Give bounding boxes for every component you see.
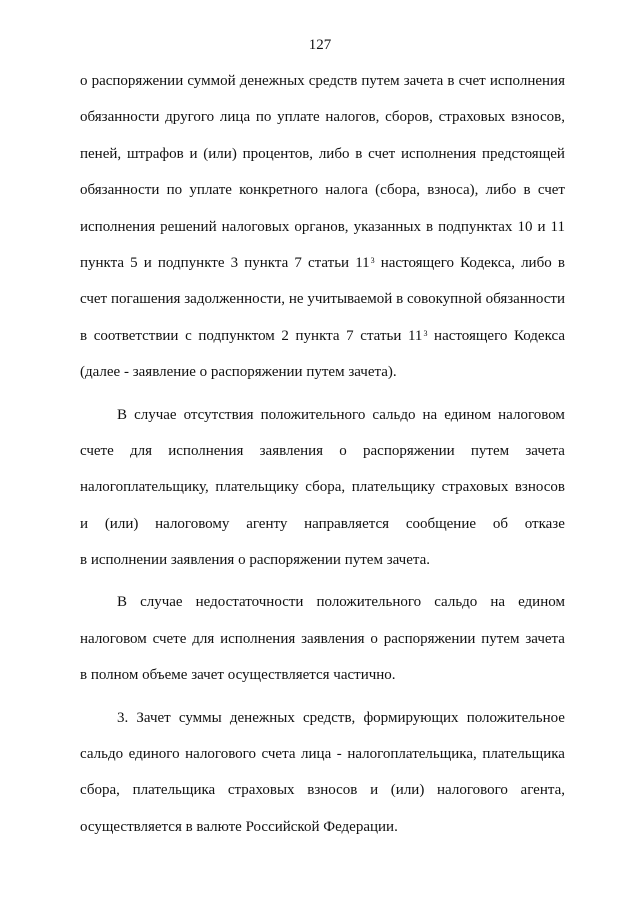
- word: и: [537, 218, 546, 235]
- word: денежных: [239, 73, 305, 89]
- word: счет: [368, 145, 396, 162]
- word: налога: [325, 182, 368, 199]
- word: в полном объеме зачет осуществляется частично.: [80, 667, 396, 684]
- word: средств,: [303, 709, 356, 726]
- text-line: [80, 815, 565, 851]
- word: агента,: [520, 782, 565, 799]
- word: 10: [517, 218, 533, 235]
- word: конкретного: [239, 182, 319, 199]
- word: сообщение: [405, 515, 477, 532]
- word: решений: [160, 218, 217, 235]
- text-line: [80, 142, 565, 178]
- word: исполнения: [489, 73, 565, 89]
- word: задолженности,: [184, 291, 285, 308]
- word: заявления: [259, 442, 324, 459]
- word: взносов: [514, 479, 565, 496]
- word: 3: [230, 254, 239, 271]
- word: путем: [481, 630, 520, 647]
- word: по: [255, 109, 272, 126]
- word: уплате: [189, 182, 232, 199]
- word: либо: [521, 254, 552, 271]
- word: случае: [134, 406, 177, 423]
- text-line: [80, 287, 565, 323]
- word: зачета: [525, 442, 565, 459]
- word: пеней,: [80, 145, 122, 162]
- paragraph: [80, 706, 565, 852]
- word: (или): [203, 145, 237, 162]
- word: (или): [390, 782, 425, 799]
- word: 7: [294, 254, 302, 271]
- word: 5: [130, 254, 138, 271]
- word: налогоплательщику,: [80, 479, 209, 496]
- word: сальдо: [434, 594, 478, 611]
- text-line: [80, 215, 565, 251]
- word: пункта: [295, 327, 340, 344]
- word: об: [492, 515, 508, 532]
- word: (далее - заявление о распоряжении путем зачета).: [80, 364, 397, 381]
- word: счете: [80, 442, 114, 459]
- word: взносов,: [511, 109, 565, 126]
- word: Кодекса,: [460, 254, 515, 271]
- word: (или): [104, 515, 139, 532]
- word: обязанности: [485, 291, 565, 308]
- word: формирующих: [363, 709, 459, 726]
- word: в: [523, 182, 531, 199]
- word: по: [166, 182, 183, 199]
- word: положительное: [466, 709, 565, 726]
- word: в: [447, 73, 455, 89]
- word: подпунктах: [438, 218, 513, 235]
- word: едином: [444, 406, 492, 423]
- word: 3.: [117, 709, 129, 726]
- word: пункта: [80, 254, 125, 271]
- word: сборов,: [385, 109, 433, 126]
- word: сальдо: [372, 406, 416, 423]
- word: погашения: [110, 291, 181, 308]
- word: недостаточности: [195, 594, 304, 611]
- word: страховых: [441, 479, 509, 496]
- word: исполнения: [401, 145, 477, 162]
- word: о: [80, 73, 88, 89]
- word: счет: [80, 291, 108, 308]
- word: либо: [485, 182, 517, 199]
- superscript: 3: [423, 328, 428, 338]
- word: сбора,: [305, 479, 346, 496]
- word: органов,: [294, 218, 349, 235]
- word: лица: [301, 746, 332, 763]
- text-line: [80, 663, 565, 699]
- word: $11^3$: [407, 327, 428, 344]
- word: в: [426, 218, 434, 235]
- word: подпунктом: [198, 327, 275, 344]
- word: не: [288, 291, 304, 308]
- word: для: [192, 630, 215, 647]
- word: штрафов: [126, 145, 184, 162]
- word: плательщика: [482, 746, 565, 763]
- word: положительного: [316, 594, 422, 611]
- word: статьи: [307, 254, 350, 271]
- word: статьи: [360, 327, 402, 344]
- word: средств: [308, 73, 358, 89]
- word: (сбора,: [375, 182, 421, 199]
- word: 11: [550, 218, 565, 235]
- word: в: [355, 145, 363, 162]
- word: взноса),: [427, 182, 479, 199]
- text-line: [80, 178, 565, 214]
- paragraph: [80, 590, 565, 705]
- word: либо: [318, 145, 350, 162]
- word: обязанности: [80, 182, 160, 199]
- word: единого: [128, 746, 180, 763]
- word: исполнения: [168, 442, 244, 459]
- page-number: 127: [308, 37, 332, 53]
- text-line: [80, 439, 565, 475]
- word: распоряжении: [91, 73, 184, 89]
- text-line: [80, 706, 565, 742]
- word: Кодекса: [513, 327, 565, 344]
- word: зачета: [403, 73, 444, 89]
- text-line: [80, 548, 565, 584]
- word: подпункте: [157, 254, 225, 271]
- word: для: [130, 442, 153, 459]
- word: учитываемой: [307, 291, 393, 308]
- word: соответствии: [93, 327, 179, 344]
- word: суммы: [178, 709, 222, 726]
- word: страховых: [438, 109, 506, 126]
- word: настоящего: [434, 327, 508, 344]
- word: указанных: [353, 218, 422, 235]
- word: отсутствия: [183, 406, 254, 423]
- word: настоящего: [380, 254, 455, 271]
- word: пункта: [244, 254, 289, 271]
- word: счете: [152, 630, 187, 647]
- paragraph: [80, 69, 565, 403]
- word: в исполнении заявления о распоряжении путем зачета.: [80, 552, 431, 569]
- word: В: [117, 406, 128, 423]
- word: 2: [281, 327, 289, 344]
- word: зачета: [525, 630, 565, 647]
- word: налоговом: [498, 406, 565, 423]
- word: распоряжении: [363, 442, 455, 459]
- word: едином: [518, 594, 565, 611]
- word: налоговому: [155, 515, 230, 532]
- word: налоговом: [80, 630, 147, 647]
- word: процентов,: [242, 145, 314, 162]
- text-line: [80, 360, 565, 396]
- word: сбора,: [80, 782, 120, 799]
- word: путем: [361, 73, 400, 89]
- word: В: [117, 594, 128, 611]
- word: исполнения: [80, 218, 156, 235]
- word: другого: [165, 109, 215, 126]
- word: заявления: [301, 630, 365, 647]
- word: совокупной: [406, 291, 482, 308]
- word: налогового: [437, 782, 508, 799]
- word: отказе: [524, 515, 565, 532]
- word: счет: [537, 182, 565, 199]
- word: предстоящей: [481, 145, 565, 162]
- word: взносов: [307, 782, 358, 799]
- word: лица: [219, 109, 251, 126]
- word: агенту: [246, 515, 288, 532]
- word: на: [490, 594, 506, 611]
- text-line: [80, 742, 565, 778]
- word: о: [370, 630, 378, 647]
- word: Зачет: [136, 709, 171, 726]
- word: и: [370, 782, 379, 799]
- word: страховых: [227, 782, 295, 799]
- word: плательщика: [132, 782, 216, 799]
- text-line: [80, 512, 565, 548]
- word: $11^3$: [355, 254, 375, 271]
- text-line: [80, 590, 565, 626]
- word: положительного: [260, 406, 366, 423]
- word: счета: [261, 746, 296, 763]
- word: случае: [140, 594, 183, 611]
- word: направляется: [304, 515, 390, 532]
- text-line: [80, 251, 565, 287]
- word: счет: [458, 73, 486, 89]
- word: исполнения: [220, 630, 296, 647]
- superscript: 3: [370, 255, 375, 265]
- word: налогоплательщика,: [347, 746, 477, 763]
- word: и: [143, 254, 152, 271]
- text-line: [80, 403, 565, 439]
- word: в: [557, 254, 565, 271]
- text-line: [80, 69, 565, 105]
- document-body: [80, 69, 565, 851]
- word: уплате: [277, 109, 320, 126]
- text-line: [80, 778, 565, 814]
- word: в: [80, 327, 88, 344]
- word: налогов,: [325, 109, 380, 126]
- word: сальдо: [80, 746, 124, 763]
- word: плательщику: [215, 479, 299, 496]
- word: плательщику: [351, 479, 436, 496]
- word: осуществляется в валюте Российской Федерации.: [80, 818, 398, 835]
- word: путем: [470, 442, 510, 459]
- word: 7: [346, 327, 354, 344]
- word: налогового: [185, 746, 256, 763]
- word: и: [80, 515, 89, 532]
- text-line: [80, 105, 565, 141]
- word: денежных: [229, 709, 295, 726]
- word: налоговых: [221, 218, 290, 235]
- word: с: [185, 327, 192, 344]
- word: обязанности: [80, 109, 160, 126]
- word: распоряжении: [383, 630, 476, 647]
- text-line: [80, 627, 565, 663]
- word: в: [396, 291, 404, 308]
- text-line: [80, 324, 565, 360]
- word: на: [422, 406, 438, 423]
- text-line: [80, 475, 565, 511]
- word: суммой: [187, 73, 236, 89]
- word: о: [339, 442, 347, 459]
- paragraph: [80, 403, 565, 591]
- word: -: [336, 746, 342, 763]
- word: и: [189, 145, 198, 162]
